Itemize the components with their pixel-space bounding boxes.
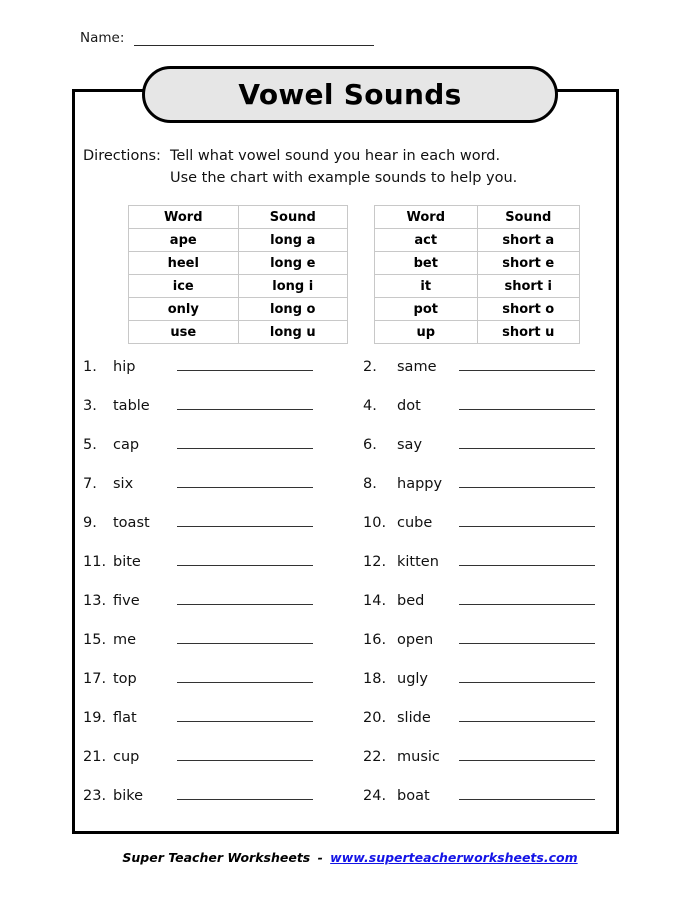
question-word: happy [397, 476, 443, 492]
column-header-word: Word [375, 206, 478, 229]
table-row [375, 229, 580, 252]
worksheet-title-banner [142, 66, 558, 123]
table-row [129, 252, 348, 275]
answer-blank-line[interactable] [459, 709, 595, 722]
question-word: bike [113, 788, 144, 804]
question-number: 23. [83, 788, 107, 804]
table-row [129, 275, 348, 298]
question-word: cube [397, 515, 433, 531]
cell-sound: short u [477, 321, 580, 344]
answer-blank-line[interactable] [459, 592, 595, 605]
answer-blank-line[interactable] [177, 358, 313, 371]
question-word: dot [397, 398, 421, 414]
question-word: table [113, 398, 150, 414]
question-number: 15. [83, 632, 107, 648]
answer-blank-line[interactable] [177, 514, 313, 527]
table-row [129, 321, 348, 344]
question-number: 4. [363, 398, 377, 414]
question-item [363, 358, 603, 397]
cell-word: up [375, 321, 478, 344]
question-word: slide [397, 710, 431, 726]
question-item [83, 709, 363, 748]
question-word: cap [113, 437, 140, 453]
cell-word: bet [375, 252, 478, 275]
short-vowel-table [374, 205, 580, 344]
question-item [83, 748, 363, 787]
table-header-row [129, 206, 348, 229]
question-number: 20. [363, 710, 387, 726]
question-item [83, 397, 363, 436]
question-number: 6. [363, 437, 377, 453]
footer-separator: - [317, 850, 323, 865]
cell-word: heel [129, 252, 239, 275]
question-item [83, 358, 363, 397]
question-item [363, 631, 603, 670]
name-blank-line[interactable] [134, 32, 374, 46]
question-number: 8. [363, 476, 377, 492]
table-row [375, 298, 580, 321]
cell-word: pot [375, 298, 478, 321]
question-number: 9. [83, 515, 97, 531]
question-word: boat [397, 788, 430, 804]
question-number: 12. [363, 554, 387, 570]
column-header-sound: Sound [477, 206, 580, 229]
answer-blank-line[interactable] [177, 397, 313, 410]
question-item [83, 514, 363, 553]
question-item [83, 670, 363, 709]
question-item [363, 514, 603, 553]
question-item [83, 475, 363, 514]
answer-blank-line[interactable] [459, 553, 595, 566]
question-word: ugly [397, 671, 429, 687]
cell-sound: long a [238, 229, 348, 252]
question-item [83, 631, 363, 670]
answer-blank-line[interactable] [177, 670, 313, 683]
directions-label: Directions: [83, 148, 161, 164]
question-number: 3. [83, 398, 97, 414]
answer-blank-line[interactable] [177, 748, 313, 761]
cell-sound: short o [477, 298, 580, 321]
cell-sound: short i [477, 275, 580, 298]
column-header-word: Word [129, 206, 239, 229]
question-number: 5. [83, 437, 97, 453]
question-item [363, 787, 603, 826]
reference-tables [128, 205, 588, 344]
question-number: 22. [363, 749, 387, 765]
column-header-sound: Sound [238, 206, 348, 229]
answer-blank-line[interactable] [177, 631, 313, 644]
footer [0, 850, 700, 865]
question-number: 1. [83, 359, 97, 375]
long-vowel-table [128, 205, 348, 344]
question-item [83, 436, 363, 475]
question-list [83, 358, 603, 826]
question-item [363, 397, 603, 436]
answer-blank-line[interactable] [459, 670, 595, 683]
question-number: 11. [83, 554, 107, 570]
question-number: 19. [83, 710, 107, 726]
table-row [375, 321, 580, 344]
directions-text [170, 145, 517, 189]
question-word: flat [113, 710, 137, 726]
directions-line-1: Tell what vowel sound you hear in each word. [169, 148, 501, 164]
cell-word: act [375, 229, 478, 252]
question-word: six [113, 476, 134, 492]
question-number: 2. [363, 359, 377, 375]
question-item [363, 436, 603, 475]
answer-blank-line[interactable] [459, 358, 595, 371]
table-row [375, 275, 580, 298]
question-word: hip [113, 359, 136, 375]
question-item [363, 592, 603, 631]
cell-sound: long e [238, 252, 348, 275]
question-number: 17. [83, 671, 107, 687]
question-number: 10. [363, 515, 387, 531]
question-word: toast [113, 515, 150, 531]
answer-blank-line[interactable] [459, 787, 595, 800]
question-number: 14. [363, 593, 387, 609]
question-number: 21. [83, 749, 107, 765]
table-row [129, 229, 348, 252]
answer-blank-line[interactable] [177, 475, 313, 488]
cell-sound: long o [238, 298, 348, 321]
question-word: five [113, 593, 140, 609]
answer-blank-line[interactable] [459, 514, 595, 527]
directions [83, 145, 517, 189]
question-number: 13. [83, 593, 107, 609]
question-number: 7. [83, 476, 97, 492]
question-item [363, 709, 603, 748]
question-item [363, 475, 603, 514]
question-number: 18. [363, 671, 387, 687]
answer-blank-line[interactable] [459, 397, 595, 410]
answer-blank-line[interactable] [459, 631, 595, 644]
question-item [363, 670, 603, 709]
name-label: Name: [80, 30, 125, 46]
cell-word: ape [129, 229, 239, 252]
question-word: cup [113, 749, 140, 765]
question-item [363, 748, 603, 787]
cell-sound: long u [238, 321, 348, 344]
question-word: me [113, 632, 137, 648]
question-word: bed [397, 593, 425, 609]
question-number: 16. [363, 632, 387, 648]
name-row [80, 30, 374, 46]
footer-url-link[interactable]: www.superteacherworksheets.com [330, 850, 578, 865]
answer-blank-line[interactable] [459, 748, 595, 761]
question-word: open [397, 632, 434, 648]
answer-blank-line[interactable] [177, 553, 313, 566]
question-item [83, 592, 363, 631]
question-word: top [113, 671, 137, 687]
answer-blank-line[interactable] [177, 709, 313, 722]
answer-blank-line[interactable] [459, 436, 595, 449]
answer-blank-line[interactable] [459, 475, 595, 488]
answer-blank-line[interactable] [177, 436, 313, 449]
cell-sound: short a [477, 229, 580, 252]
table-row [129, 298, 348, 321]
cell-sound: long i [238, 275, 348, 298]
question-word: bite [113, 554, 141, 570]
question-item [83, 553, 363, 592]
question-word: music [397, 749, 440, 765]
answer-blank-line[interactable] [177, 787, 313, 800]
directions-line-2: Use the chart with example sounds to help you. [169, 170, 518, 186]
table-header-row [375, 206, 580, 229]
cell-word: ice [129, 275, 239, 298]
cell-word: use [129, 321, 239, 344]
question-word: same [397, 359, 437, 375]
answer-blank-line[interactable] [177, 592, 313, 605]
page-title: Vowel Sounds [238, 78, 462, 111]
cell-word: it [375, 275, 478, 298]
footer-brand: Super Teacher Worksheets [122, 850, 311, 865]
cell-word: only [129, 298, 239, 321]
table-row [375, 252, 580, 275]
question-item [83, 787, 363, 826]
question-item [363, 553, 603, 592]
question-word: kitten [397, 554, 439, 570]
question-word: say [397, 437, 423, 453]
question-number: 24. [363, 788, 387, 804]
cell-sound: short e [477, 252, 580, 275]
